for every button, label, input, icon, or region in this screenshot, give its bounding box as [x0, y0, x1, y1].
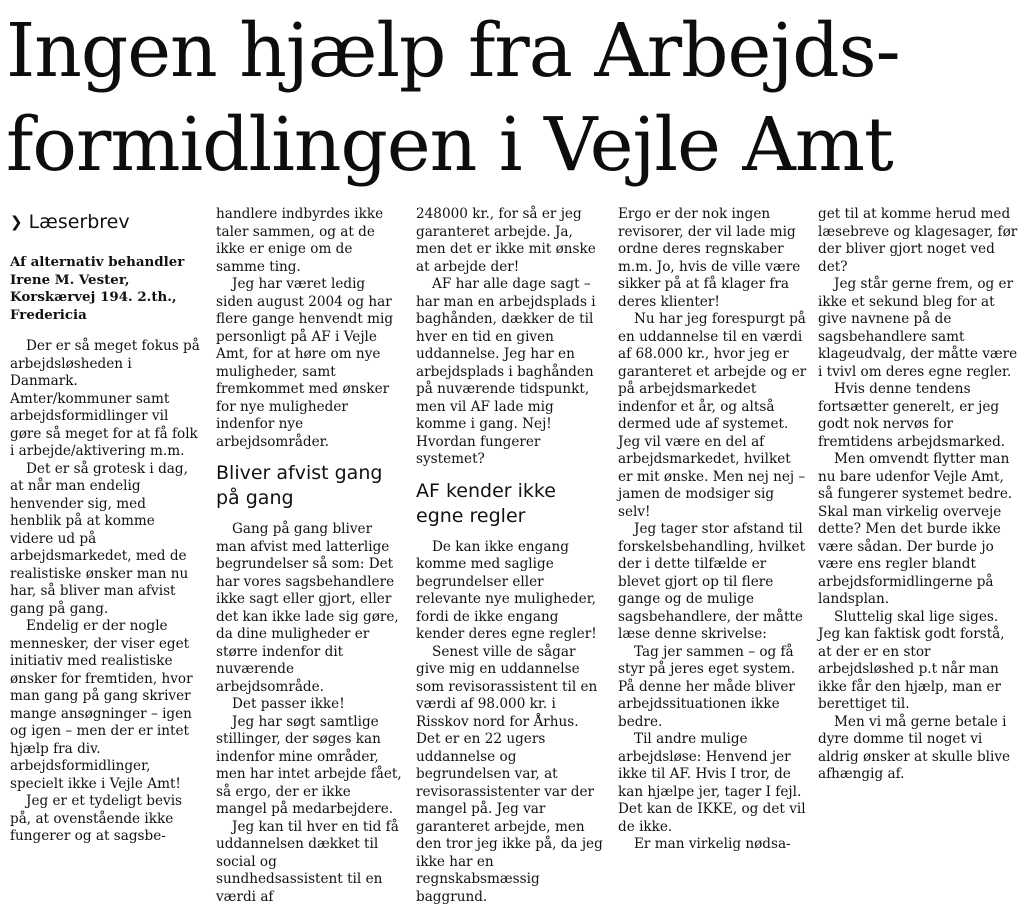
- paragraph: get til at komme herud med læsebreve og klagesager, før der bliver gjort noget ved det?: [818, 206, 1018, 276]
- paragraph: Sluttelig skal lige siges. Jeg kan faktisk godt forstå, at der er en stor arbejdsløshed p.t når man ikke får den hjælp, man er berettiget til.: [818, 609, 1018, 714]
- paragraph: Jeg har været ledig siden august 2004 og har flere gange henvendt mig personligt på AF i Vejle Amt, for at høre om nye muligheder, samt fremkommet med ønsker for nye muligheder indenfor nye arbejdsområder.: [216, 276, 402, 451]
- paragraph: Gang på gang bliver man afvist med latterlige begrundelser så som: Det har vores sagsbehandlere ikke sagt eller gjort, eller det kan ikke lade sig gøre, da dine muligheder er større indenfor dit nuværende arbejdsområde.: [216, 521, 402, 696]
- paragraph: Endelig er der nogle mennesker, der viser eget initiativ med realistiske ønsker for fremtiden, hvor man gang på gang skriver mange ansøgninger – igen og igen – men der er intet hjælp fra div. arbejdsformidlinger, specielt ikke i Vejle Amt!: [10, 618, 200, 793]
- paragraph: Ergo er der nok ingen revisorer, der vil lade mig ordne deres regnskaber m.m. Jo, hvis de ville være sikker på at få klager fra deres klienter!: [618, 206, 808, 311]
- section-label-text: Læserbrev: [29, 210, 130, 234]
- paragraph: Jeg har søgt samtlige stillinger, der søges kan indenfor mine områder, men har intet arbejde fået, så ergo, der er ikke mangel på medarbejdere.: [216, 714, 402, 819]
- column-5: [818, 206, 1018, 784]
- subheading: AF kender ikke egne regler: [416, 479, 604, 529]
- paragraph: Der er så meget fokus på arbejdsløsheden i Danmark. Amter/kommuner samt arbejdsformidlinger vil gøre så meget for at få folk i arbejde/aktivering m.m.: [10, 338, 200, 461]
- byline: Af alternativ behandler Irene M. Vester, Korskærvej 194. 2.th., Fredericia: [10, 254, 200, 324]
- paragraph: Hvis denne tendens fortsætter generelt, er jeg godt nok nervøs for fremtidens arbejdsmarked.: [818, 381, 1018, 451]
- paragraph: Jeg tager stor afstand til forskelsbehandling, hvilket der i dette tilfælde er blevet gjort op til flere gange og de mulige sagsbehandlere, der måtte læse denne skrivelse:: [618, 521, 808, 644]
- column-2: [216, 206, 402, 906]
- paragraph: Det passer ikke!: [216, 696, 402, 714]
- paragraph: Jeg står gerne frem, og er ikke et sekund bleg for at give navnene på de sagsbehandlere samt klageudvalg, der måtte være i tvivl om deres egne regler.: [818, 276, 1018, 381]
- paragraph: De kan ikke engang komme med saglige begrundelser eller relevante nye muligheder, fordi de ikke engang kender deres egne regler!: [416, 539, 604, 644]
- paragraph: Men omvendt flytter man nu bare udenfor Vejle Amt, så fungerer systemet bedre. Skal man virkelig overveje dette? Men det burde ikke være sådan. Der burde jo være ens regler blandt arbejdsformidlingerne på landsplan.: [818, 451, 1018, 609]
- paragraph: handlere indbyrdes ikke taler sammen, og at de ikke er enige om de samme ting.: [216, 206, 402, 276]
- subheading: Bliver afvist gang på gang: [216, 461, 402, 511]
- paragraph: Det er så grotesk i dag, at når man endelig henvender sig, med henblik på at komme videre ud på arbejdsmarkedet, med de realistiske ønsker man nu har, så bliver man afvist gang på gang.: [10, 461, 200, 619]
- column-4: [618, 206, 808, 854]
- column-3: [416, 206, 604, 906]
- paragraph: Er man virkelig nødsa-: [618, 836, 808, 854]
- paragraph: 248000 kr., for så er jeg garanteret arbejde. Ja, men det er ikke mit ønske at arbejde der!: [416, 206, 604, 276]
- column-1: [10, 208, 200, 846]
- paragraph: Senest ville de sågar give mig en uddannelse som revisorassistent til en værdi af 98.000 kr. i Risskov nord for Århus. Det er en 22 ugers uddannelse og begrundelsen var, at revisorassistenter var der mangel på. Jeg var garanteret arbejde, men den tror jeg ikke på, da jeg ikke har en regnskabsmæssig baggrund.: [416, 644, 604, 906]
- article-headline: [6, 4, 1020, 192]
- paragraph: Jeg kan til hver en tid få uddannelsen dækket til social og sundhedsassistent til en værdi af: [216, 819, 402, 906]
- paragraph: Nu har jeg forespurgt på en uddannelse til en værdi af 68.000 kr., hvor jeg er garanteret et arbejde og er på arbejdsmarkedet indenfor et år, og altså dermed ude af systemet. Jeg vil være en del af arbejdsmarkedet, hvilket er mit ønske. Men nej nej – jamen de modsiger sig selv!: [618, 311, 808, 521]
- bookmark-marker-icon: ❯: [10, 210, 23, 234]
- paragraph: Tag jer sammen – og få styr på jeres eget system. På denne her måde bliver arbejdssituationen ikke bedre.: [618, 644, 808, 732]
- headline-line-2: formidlingen i Vejle Amt: [6, 98, 1020, 192]
- headline-line-1: Ingen hjælp fra Arbejds-: [6, 4, 1020, 98]
- paragraph: Til andre mulige arbejdsløse: Henvend jer ikke til AF. Hvis I tror, de kan hjælpe jer, tager I fejl. Det kan de IKKE, og det vil de ikke.: [618, 731, 808, 836]
- paragraph: Men vi må gerne betale i dyre domme til noget vi aldrig ønsker at skulle blive afhængig af.: [818, 714, 1018, 784]
- paragraph: AF har alle dage sagt – har man en arbejdsplads i baghånden, dækker de til hver en tid en given uddannelse. Jeg har en arbejdsplads i baghånden på nuværende tidspunkt, men vil AF lade mig komme i gang. Nej! Hvordan fungerer systemet?: [416, 276, 604, 469]
- section-label: [10, 208, 200, 234]
- paragraph: Jeg er et tydeligt bevis på, at ovenstående ikke fungerer og at sagsbe-: [10, 793, 200, 846]
